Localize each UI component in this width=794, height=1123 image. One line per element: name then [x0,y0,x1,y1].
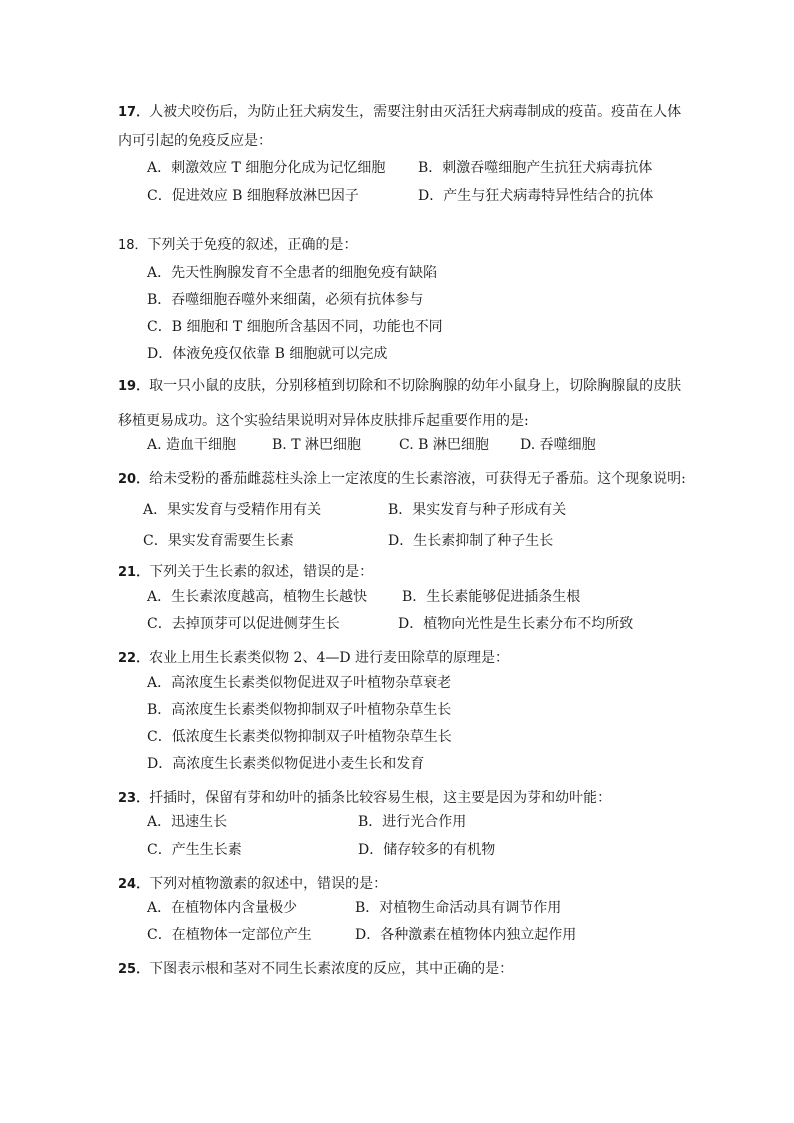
question-21-option-a: A．生长素浓度越高，植物生长越快 [147,589,368,605]
question-21-option-d: D．植物向光性是生长素分布不均所致 [398,616,634,632]
question-17-option-a: A．刺激效应 T 细胞分化成为记忆细胞 [147,160,386,176]
question-22-stem: 22．农业上用生长素类似物 2、4—D 进行麦田除草的原理是： [118,650,510,666]
question-number: 17． [118,105,150,120]
question-18-option-a: A．先天性胸腺发育不全患者的细胞免疫有缺陷 [147,265,438,281]
question-number: 19． [118,379,150,394]
question-22-option-a: A．高浓度生长素类似物促进双子叶植物杂草衰老 [147,675,452,691]
question-17-option-b: B．刺激吞噬细胞产生抗狂犬病毒抗体 [418,160,653,176]
question-number: 18． [118,238,148,253]
question-23-stem: 23．扦插时，保留有芽和幼叶的插条比较容易生根，这主要是因为芽和幼叶能： [118,790,612,806]
question-24-stem: 24．下列对植物激素的叙述中，错误的是： [118,876,388,892]
question-23-option-b: B．进行光合作用 [358,814,467,830]
question-20-option-d: D．生长素抑制了种子生长 [388,533,554,549]
question-21-option-b: B．生长素能够促进插条生根 [402,589,581,605]
question-20-option-b: B．果实发育与种子形成有关 [388,502,567,518]
question-18-stem: 18．下列关于免疫的叙述，正确的是： [118,237,358,253]
question-number: 22． [118,651,150,666]
question-22-option-b: B．高浓度生长素类似物抑制双子叶植物杂草生长 [147,702,452,718]
question-18-option-d: D．体液免疫仅依靠 B 细胞就可以完成 [147,346,388,362]
question-number: 23． [118,791,150,806]
question-17-option-d: D．产生与狂犬病毒特异性结合的抗体 [418,188,654,204]
question-23-option-c: C．产生生长素 [147,842,242,858]
question-19-stem: 19．取一只小鼠的皮肤，分别移植到切除和不切除胸腺的幼年小鼠身上，切除胸腺鼠的皮肤 移植更易成功。这个实验结果说明对异体皮肤排斥起重要作用的是: [118,378,682,429]
question-17-option-c: C．促进效应 B 细胞释放淋巴因子 [147,188,359,204]
question-24-option-a: A．在植物体内含量极少 [147,900,298,916]
question-23-option-a: A．迅速生长 [147,814,228,830]
question-number: 21． [118,565,150,580]
question-18-option-c: C．B 细胞和 T 细胞所含基因不同，功能也不同 [147,319,443,335]
question-21-option-c: C．去掉顶芽可以促进侧芽生长 [147,616,340,632]
question-25-stem: 25．下图表示根和茎对不同生长素浓度的反应，其中正确的是： [118,961,514,977]
question-number: 24． [118,877,150,892]
question-19-option-d: D. 吞噬细胞 [520,437,596,453]
question-18-option-b: B．吞噬细胞吞噬外来细菌，必须有抗体参与 [147,292,424,308]
question-24-option-d: D．各种激素在植物体内独立起作用 [355,927,577,943]
question-24-option-c: C．在植物体一定部位产生 [147,927,312,943]
question-20-stem: 20．给未受粉的番茄雌蕊柱头涂上一定浓度的生长素溶液，可获得无子番茄。这个现象说明: [118,471,686,487]
question-22-option-d: D．高浓度生长素类似物促进小麦生长和发育 [147,756,425,772]
question-number: 25． [118,962,150,977]
question-21-stem: 21．下列关于生长素的叙述，错误的是： [118,564,374,580]
question-20-option-a: A．果实发育与受精作用有关 [143,502,322,518]
question-19-option-c: C. B 淋巴细胞 [399,437,489,453]
question-23-option-d: D．储存较多的有机物 [358,842,496,858]
question-19-option-a: A. 造血干细胞 [147,437,237,453]
question-24-option-b: B．对植物生命活动具有调节作用 [355,900,562,916]
question-number: 20． [118,472,150,487]
question-22-option-c: C．低浓度生长素类似物抑制双子叶植物杂草生长 [147,729,452,745]
question-17-stem: 17．人被犬咬伤后，为防止狂犬病发生，需要注射由灭活狂犬病毒制成的疫苗。疫苗在人体 内可引起的免疫反应是： [118,104,682,149]
question-20-option-c: C．果实发育需要生长素 [143,533,294,549]
question-19-option-b: B. T 淋巴细胞 [272,437,361,453]
